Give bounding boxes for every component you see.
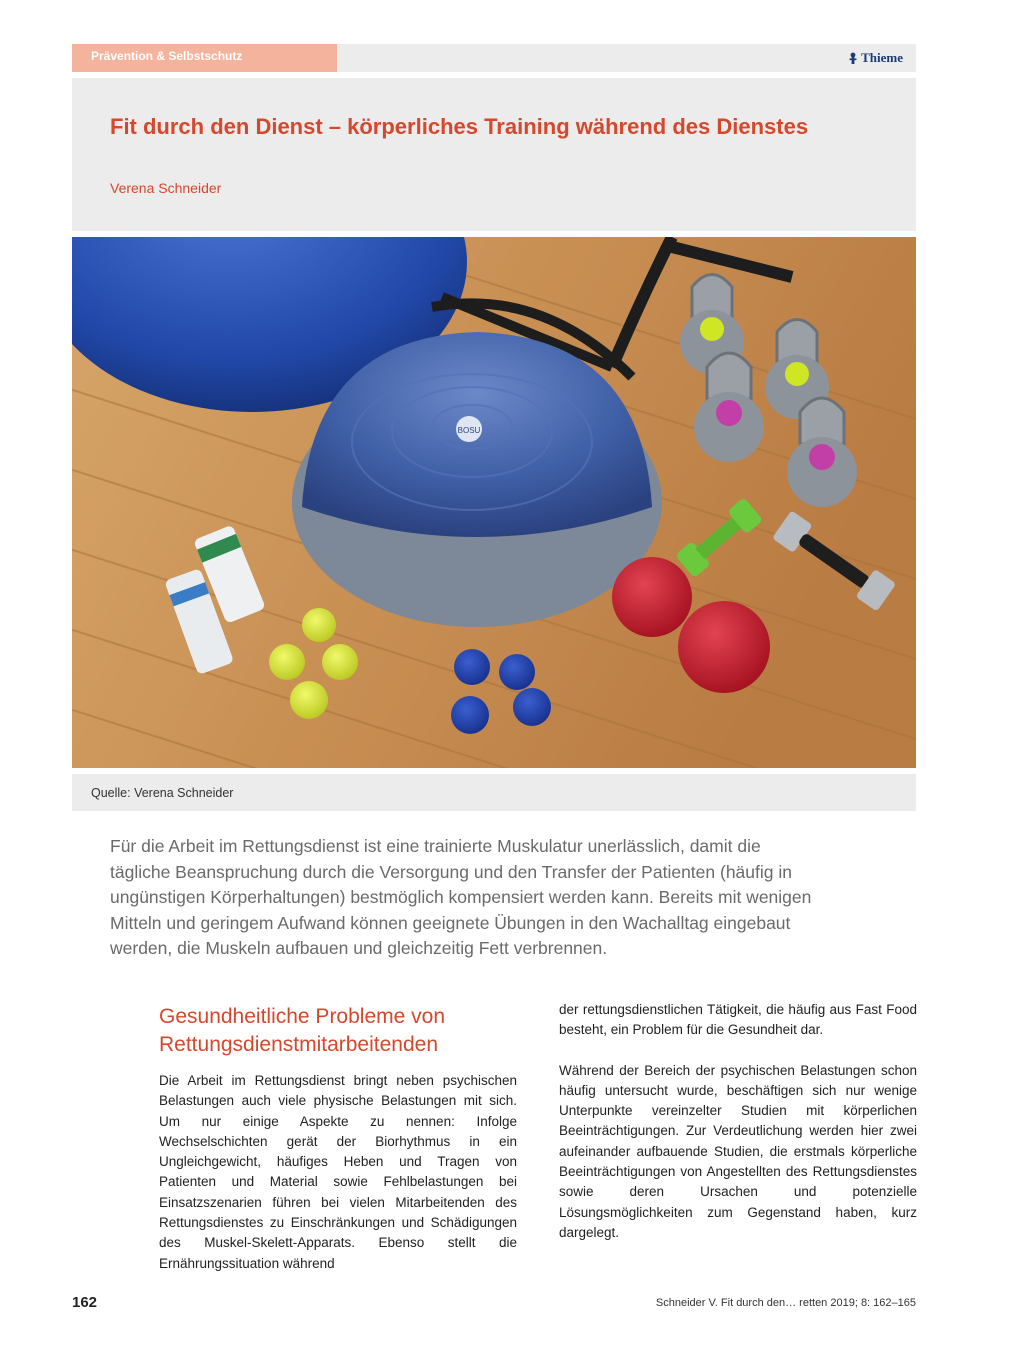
article-photo xyxy=(72,237,916,768)
title-box xyxy=(72,78,916,231)
figure-caption: Quelle: Verena Schneider xyxy=(91,786,234,800)
body-paragraph: Während der Bereich der psychischen Belastungen schon häufig untersucht wurde, beschäftigen sich nur wenige Unterpunkte vereinzelter Studien mit körperlichen Beeinträchtigungen. Zur Verdeutlichung werden hier zwei aufeinander aufbauende Studien, die erstmals körperliche Beeinträchtigungen von Angestellten des Rettungsdienstes sowie deren Ursachen und potenzielle Lösungsmöglichkeiten zum Gegenstand haben, kurz dargelegt. xyxy=(559,1062,917,1240)
publisher-logo xyxy=(848,49,903,67)
footer-citation: Schneider V. Fit durch den… retten 2019; 8: 162–165 xyxy=(655,1297,916,1309)
lead-paragraph: Für die Arbeit im Rettungsdienst ist eine trainierte Muskulatur unerlässlich, damit die tägliche Beanspruchung durch die Versorgung und den Transfer der Patienten (häufig in ungünstigen Körperhaltungen) bestmöglich kompensiert werden kann. Bereits mit wenigen Mitteln und geringem Aufwand können geeignete Übungen in den Wachalltag eingebaut werden, die Muskeln aufbauen und gleichzeitig Fett verbrennen. xyxy=(110,836,812,958)
logo-text: Thieme xyxy=(861,50,903,65)
bosu-logo: BOSU xyxy=(457,426,481,435)
section-tag: Prävention & Selbstschutz xyxy=(72,44,337,72)
thieme-logo-icon xyxy=(848,52,858,65)
section-heading: Gesundheitliche Probleme von Rettungsdienstmitarbeitenden xyxy=(159,1005,446,1056)
column-left xyxy=(159,1003,517,1274)
page-number: 162 xyxy=(72,1294,98,1311)
column-right xyxy=(559,1000,917,1243)
body-paragraph: der rettungsdienstlichen Tätigkeit, die häufig aus Fast Food besteht, ein Problem für die Gesundheit dar. xyxy=(559,1002,917,1038)
article-author: Verena Schneider xyxy=(110,180,222,196)
article-title: Fit durch den Dienst – körperliches Training während des Dienstes xyxy=(110,114,809,139)
body-paragraph: Die Arbeit im Rettungsdienst bringt neben psychischen Belastungen auch viele physische Belastungen mit sich. Um nur einige Aspekte zu nennen: Infolge Wechselschichten gerät der Biorhythmus in ein Ungleichgewicht, häufiges Heben und Tragen von Patienten und Material sowie Fehlbelastungen bei Einsatzszenarien führen bei vielen Mitarbeitenden des Rettungsdienstes zu Einschränkungen und Schädigungen des Muskel-Skelett-Apparats. Ebenso stellt die Ernährungssituation während xyxy=(159,1073,517,1271)
fitness-equipment-illustration xyxy=(72,237,916,768)
